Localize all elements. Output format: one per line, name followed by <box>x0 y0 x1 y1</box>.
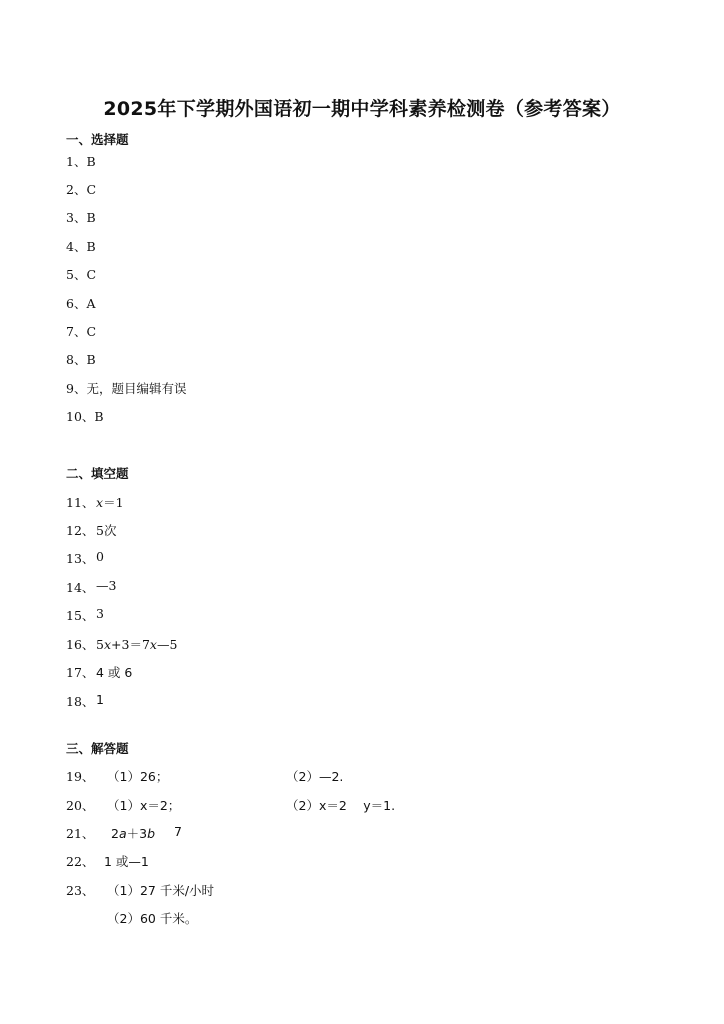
item-number: 11、 <box>66 495 95 510</box>
item-number: 15、 <box>66 608 95 623</box>
item-answer: 1 <box>96 692 104 707</box>
item-number: 18、 <box>66 694 95 709</box>
item-answer: 5x+3＝7x—5 <box>96 637 178 652</box>
fill-item-14 <box>66 578 117 596</box>
choice-answer-7: 7、C <box>66 324 97 339</box>
item-answer: 1 或—1 <box>104 854 149 869</box>
section-heading-fill: 二、填空题 <box>66 466 129 481</box>
item-answer: 0 <box>96 549 104 564</box>
item-number: 17、 <box>66 665 95 680</box>
item-number: 22、 <box>66 854 95 869</box>
item-answer-part2: （2）60 千米。 <box>107 911 198 926</box>
item-number: 21、 <box>66 826 95 841</box>
fill-item-18 <box>66 692 104 710</box>
fill-item-16 <box>66 635 178 653</box>
item-answer-part1: （1）x＝2； <box>107 798 181 813</box>
item-number: 16、 <box>66 637 95 652</box>
choice-answer-4: 4、B <box>66 239 96 254</box>
item-number: 20、 <box>66 798 95 813</box>
item-answer: —3 <box>96 578 117 593</box>
choice-answer-10: 10、B <box>66 409 104 424</box>
fill-item-13 <box>66 549 104 567</box>
fill-item-17 <box>66 663 133 681</box>
item-answer-part2: （2）—2. <box>286 769 344 784</box>
item-answer-part1: （1）26； <box>107 769 169 784</box>
page-title: 2025年下学期外国语初一期中学科素养检测卷（参考答案） <box>103 98 621 120</box>
choice-answer-2: 2、C <box>66 182 97 197</box>
choice-answer-1: 1、B <box>66 154 96 169</box>
item-number: 23、 <box>66 883 95 898</box>
solve-item-21 <box>66 824 182 842</box>
fill-item-11 <box>66 493 124 511</box>
item-answer: 4 或 6 <box>96 665 133 680</box>
item-answer-part2: （2）x＝2 y＝1. <box>286 798 396 813</box>
choice-answer-6: 6、A <box>66 296 96 311</box>
item-number: 14、 <box>66 580 95 595</box>
section-heading-choice: 一、选择题 <box>66 132 129 147</box>
item-number: 12、 <box>66 523 95 538</box>
section-heading-solve: 三、解答题 <box>66 741 129 756</box>
choice-answer-8: 8、B <box>66 352 96 367</box>
solve-item-19 <box>66 767 344 785</box>
choice-answer-3: 3、B <box>66 210 96 225</box>
item-answer-part1: 2a＋3b <box>111 826 156 841</box>
item-answer-part1: （1）27 千米/小时 <box>107 883 215 898</box>
fill-item-15 <box>66 606 104 624</box>
item-answer-part2: 7 <box>174 824 182 839</box>
choice-answer-5: 5、C <box>66 267 97 282</box>
solve-item-23 <box>66 881 215 899</box>
item-answer: 5次 <box>96 523 117 538</box>
solve-item-22 <box>66 852 149 870</box>
item-number: 19、 <box>66 769 95 784</box>
solve-item-20 <box>66 796 396 814</box>
item-answer: x＝1 <box>96 495 124 510</box>
choice-answer-9: 9、无，题目编辑有误 <box>66 381 187 396</box>
item-number: 13、 <box>66 551 95 566</box>
item-answer: 3 <box>96 606 104 621</box>
fill-item-12 <box>66 521 117 539</box>
